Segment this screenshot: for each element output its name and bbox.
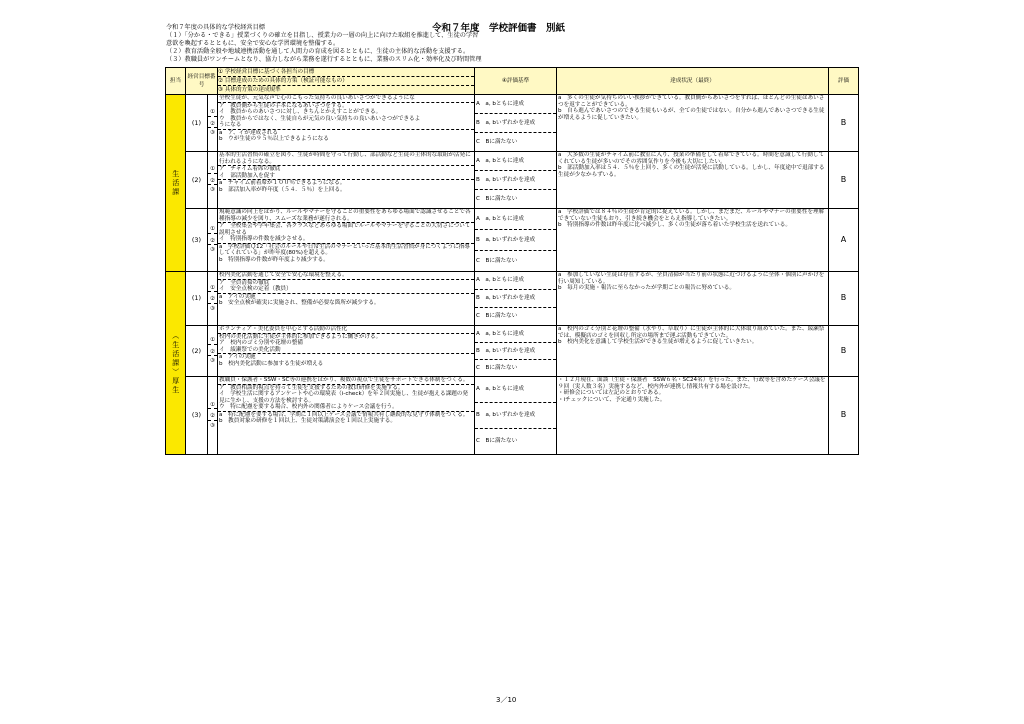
- criteria-cell: [475, 272, 557, 326]
- criteria-item: C Bに満たない: [476, 257, 518, 264]
- criteria-item: A a, bともに達成: [475, 95, 556, 114]
- goal-number: (2): [186, 152, 208, 209]
- objective-cell: [218, 95, 475, 152]
- objective-o3: a チャイム前着席が１００％できるようになる。 b 部活加入率が昨年度（５４．５％）を上回る。: [219, 180, 346, 193]
- doc-label: 令和７年度の具体的な学校経営目標: [166, 24, 265, 31]
- criteria-item: C Bに満たない: [476, 438, 518, 445]
- goal-number: (1): [186, 95, 208, 152]
- evaluation-grade: A: [829, 209, 859, 272]
- goal-number: (1): [186, 272, 208, 326]
- objective-o3: a アイの実施 b 校内美化活動に参加する生徒が増える: [219, 354, 324, 367]
- status-cell: a 大多数の生徒がチャイム前に教室に入り、授業の準備をして着席できている。時間を意識して行動してくれている生徒が多いのでその雰囲気作りを今後も大切にしたい。 b 部活動加入率は５４．５％を上回り、多くの生徒が活発に活動している。しかし、年度途中で退部する生徒が少なからずいる。: [557, 152, 829, 209]
- status-cell: a 多くの生徒が気持ちのいい挨拶ができている。教員側からあいさつをすれば、ほとんどの生徒はあいさつを返すことができている。 b 自ら進んであいさつのできる生徒もいるが、全ての生徒ではない。自分から進んであいさつできる生徒が増えるように促していきたい。: [557, 95, 829, 152]
- objective-cell: [218, 377, 475, 455]
- criteria-item: C Bに満たない: [476, 195, 518, 202]
- criteria-cell: [475, 209, 557, 272]
- criteria-item: A a, bともに達成: [475, 152, 556, 171]
- criteria-item: B a, bいずれかを達成: [475, 290, 556, 308]
- item-markers: ① ② ③: [208, 209, 218, 272]
- item-markers: ① ② ③: [208, 377, 218, 455]
- goal-number: (3): [186, 377, 208, 455]
- table-row: [166, 209, 859, 272]
- criteria-item: B a, bいずれかを達成: [475, 403, 556, 429]
- evaluation-grade: B: [829, 326, 859, 377]
- objective-o2: ア 教員側から生徒の手本になるあいさつをする。 イ 教員からのあいさつに対し、きちんとかえすことができる。 ウ 教員からではなく、生徒自らが元気の良い気持ちの良いあいさつができるよ うになる: [218, 103, 474, 130]
- evaluation-table: [165, 67, 859, 455]
- criteria-item: A a, bともに達成: [475, 209, 556, 230]
- header-item-3: ③ 具体的方策の達成規準: [218, 87, 281, 93]
- objective-o1: 基本的生活習慣の確立を図り、生徒が時間を守って行動し、部活動など生徒の主体的な取組が活発に行われるようになる。: [218, 152, 474, 166]
- objective-o2: ア 全員清掃の徹底 イ 安全点検の定着（教員）: [218, 280, 474, 294]
- status-cell: a 校内のゴミ分別と花壇の整備（水やり、草取り）に生徒が主体的に大体取り組めていた。また、綾瀬祭では、模擬店のゴミを回収し所定の場所まで運ぶ活動もできていた。 b 校内美化を意識して学校生活ができる生徒が増えるように促していきたい。: [557, 326, 829, 377]
- dept-label: 生活課: [166, 95, 186, 272]
- criteria-item: C Bに満たない: [476, 364, 518, 371]
- objective-o3: a 特に配慮を要する場合、学期に１回以上ケース会議で情報共有し継続的な見守り体制をつくる。 b 教員対象の研修を１回以上、生徒対策講演会を１回以上実施する。: [219, 411, 469, 424]
- objective-o2: 校内の美化活動に生徒が主体的に参加できるように働きかける。 ア 校内のゴミ分別や花壇の整備 イ 綾瀬祭での美化活動: [218, 334, 474, 355]
- objective-cell: [218, 326, 475, 377]
- table-row: [166, 152, 859, 209]
- goal-line-4: （３）教職員がワンチームとなり、協力しながら業務を遂行するとともに、業務のスリム化・効率化及び時間管理: [166, 56, 482, 63]
- objective-cell: [218, 209, 475, 272]
- goal-line-1: （１）「分かる・できる」授業づくりの確立を目指し、授業力の一層の向上に向けた取組を推進して、生徒の学習: [166, 32, 479, 39]
- evaluation-grade: B: [829, 152, 859, 209]
- item-markers: ① ② ③: [208, 95, 218, 152]
- header-tanto: 担当: [166, 68, 186, 95]
- header-item-2: ② 目標達成のための具体的方策（検証可能なもの）: [218, 77, 474, 86]
- status-cell: ・１２月現在、面談（生徒・保護者 SSW６名・SC24名）を行った。また、行政等を含めたケース会議を９回（実人数３名）実施するなど、校内外が連携し情報共有する場を設けた。 ・研修会については左記のとおりである。 ・iチェックについて、予定通り実施した。: [557, 377, 829, 455]
- criteria-item: A a, bともに達成: [475, 326, 556, 343]
- item-markers: ① ② ③: [208, 272, 218, 326]
- objective-o1: 校内美化活動を通じて安全で安心な環境を整える。: [218, 272, 474, 280]
- table-row: [166, 272, 859, 326]
- criteria-item: B a, bいずれかを達成: [475, 114, 556, 133]
- criteria-cell: [475, 95, 557, 152]
- criteria-item: A a, bともに達成: [475, 272, 556, 290]
- table-row: [166, 377, 859, 455]
- objective-o2: ア 教員相談的視点を持って生徒を支援するための教員研修を実施する。 イ 学校生活に関するアンケートや心の環境表（i-check）を年２回実施し、生徒が抱える課題の発見に生かし、支援の方法を検討する。 ウ 特に配慮を要する場合、校内外の関係者によりケース会議を行う。: [218, 385, 474, 412]
- objective-o1: 全校生徒が、元気な声で心のこもった気持ちの良いあいさつができるようにな: [218, 95, 474, 103]
- dept-label: （生活課）厚生: [166, 272, 186, 455]
- page-number: 3／10: [496, 696, 517, 704]
- goal-line-2: 意欲を喚起するとともに、安全で安心な学習環境を整備する。: [166, 40, 340, 47]
- objective-o1: 教職員・保護者・SSW・SC等の連携をはかり、複数の視点で生徒をサポートできる体制をつくる。: [218, 377, 474, 385]
- objective-o3: a ア、イが達成される b ウが生徒の９５％以上できるようになる: [219, 129, 329, 142]
- page-title: 令和７年度 学校評価書 別紙: [432, 23, 566, 34]
- criteria-item: C Bに満たない: [476, 138, 518, 145]
- criteria-item: B a, bいずれかを達成: [475, 230, 556, 251]
- status-cell: a 参加していない生徒は存在するが、全員清掃が当たり前の状態に近づけるように全体・個別に声かけを行い周知している。 b 毎月の実施・報告に至らなかったが学期ごとの報告に努めている。: [557, 272, 829, 326]
- table-header-row: [166, 68, 859, 95]
- evaluation-grade: B: [829, 377, 859, 455]
- item-markers: ① ② ③: [208, 326, 218, 377]
- status-cell: a 学校評価では８４％の生徒が肯定的に捉えている。しかし、まだまだ、ルールやマナーの重要性を理解できていない生徒もおり、引き続き機会をとらえ指導していきたい。 b 特別指導の件数は昨年度に比べ減少し、多くの生徒が落ち着いた学校生活を送れている。: [557, 209, 829, 272]
- header-criteria: ④評価基準: [475, 68, 557, 95]
- goal-number: (3): [186, 209, 208, 272]
- goal-number: (2): [186, 326, 208, 377]
- item-markers: ① ② ③: [208, 152, 218, 209]
- header-keiei: 経営目標番号: [186, 68, 218, 95]
- criteria-item: B a, bいずれかを達成: [475, 343, 556, 360]
- evaluation-grade: B: [829, 95, 859, 152]
- table-row: [166, 95, 859, 152]
- goal-line-3: （２）教育活動全般や地域連携活動を通して人間力の育成を図るとともに、生徒の主体的な活動を支援する。: [166, 48, 470, 55]
- header-evaluation: 評価: [829, 68, 859, 95]
- criteria-item: C Bに満たない: [476, 313, 518, 320]
- objective-o3: a 学校評価Ｑ12「社会のルールや日常生活のマナーといった基本的生活習慣が身につくように指導してくれている」が昨年度(80%)を超える。 b 特別指導の件数が昨年度より減少する。: [219, 243, 470, 263]
- objective-cell: [218, 152, 475, 209]
- criteria-cell: [475, 377, 557, 455]
- objective-o2: ア チャイム着席の徹底 イ 部活動加入を促す: [218, 166, 474, 180]
- criteria-cell: [475, 152, 557, 209]
- objective-o2: ア 全校集会や学年集会、各クラスなどあらゆる場面でルールやマナーを守ることの大切さについて説明させる イ 特別指導の件数を減少させる。: [218, 223, 474, 244]
- evaluation-grade: B: [829, 272, 859, 326]
- objective-o1: ボランティア・美化委員を中心とする活動の活性化: [218, 326, 474, 334]
- objective-cell: [218, 272, 475, 326]
- table-row: [166, 326, 859, 377]
- criteria-item: A a, bともに達成: [475, 377, 556, 403]
- criteria-cell: [475, 326, 557, 377]
- objective-o1: 規範意識の向上をはかり、ルールやマナーを守ることの重要性をあらゆる場面で認識させることで各種指導の減少を図り、スムーズな業務が遂行される。: [218, 209, 474, 223]
- header-status: 達成状況（最終）: [557, 68, 829, 95]
- header-items: [218, 68, 475, 95]
- criteria-item: B a, bいずれかを達成: [475, 171, 556, 190]
- header-item-1: ① 学校経営目標に基づく各担当の目標: [218, 68, 474, 77]
- objective-o3: a アイの実施 b 安全点検が確実に実施され、整備が必要な箇所が減少する。: [219, 293, 380, 306]
